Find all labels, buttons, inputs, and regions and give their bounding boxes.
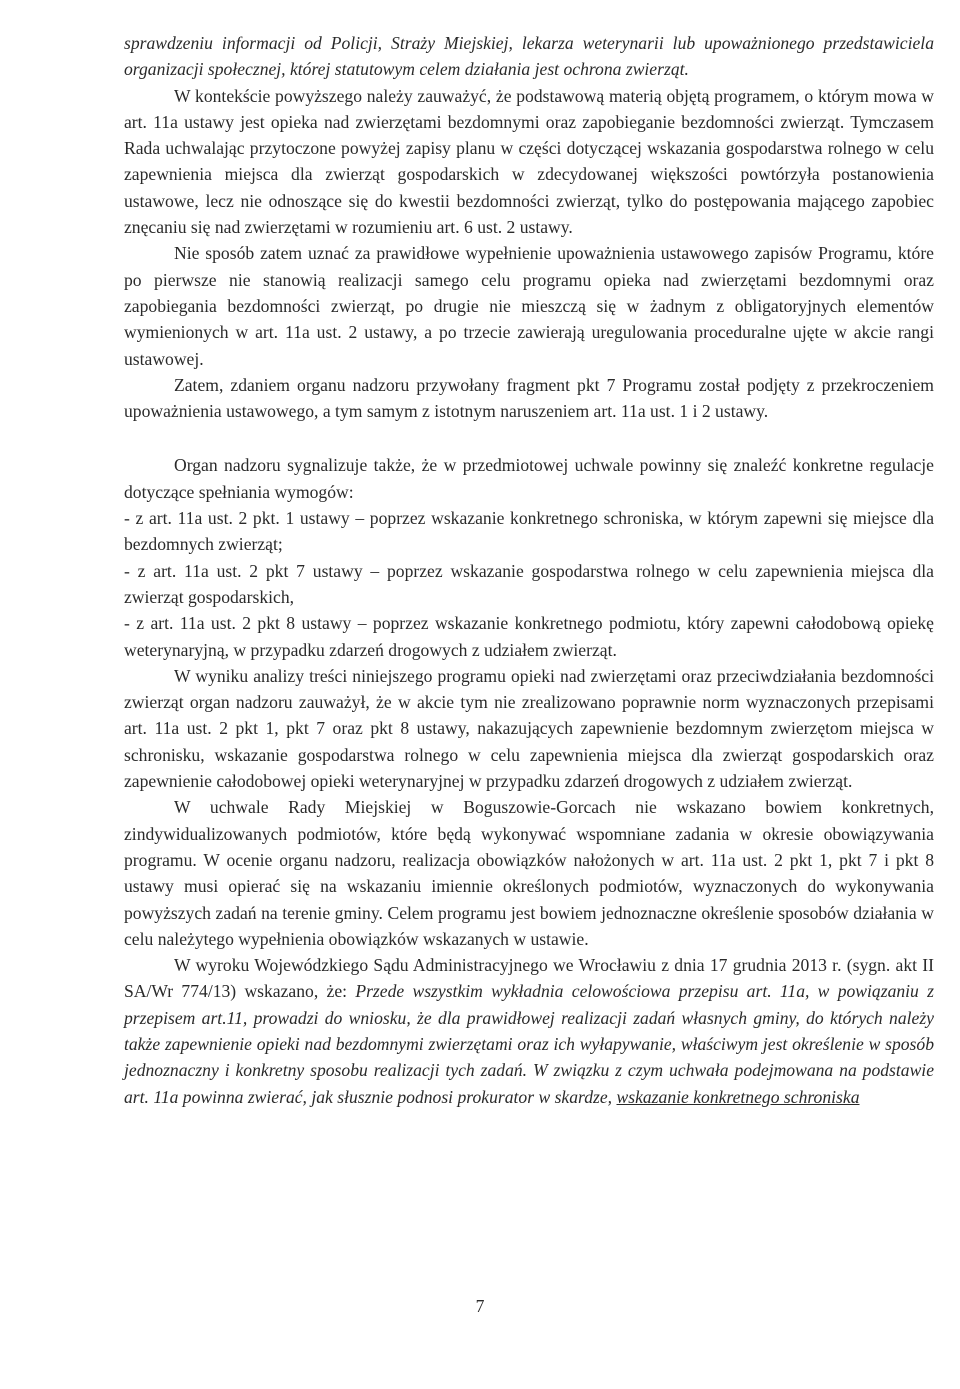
document-body bbox=[124, 30, 934, 1110]
text-span: - z art. 11a ust. 2 pkt. 1 ustawy – poprzez wskazanie konkretnego schroniska, w którym zapewni się miejsce dla bezdomnych zwierząt; bbox=[124, 508, 934, 555]
paragraph bbox=[124, 30, 934, 83]
text-span: W uchwale Rady Miejskiej w Boguszowie-Gorcach nie wskazano bowiem konkretnych, zindywidualizowanych podmiotów, które będą wykonywać wspomniane zadania w okresie obowiązywania programu. W ocenie organu nadzoru, realizacja obowiązków nałożonych w art. 11a ust. 2 pkt 1, pkt 7 i pkt 8 ustawy musi opierać się na wskazaniu imiennie określonych podmiotów, wyznaczonych do wykonywania powyższych zadań na terenie gminy. Celem programu jest bowiem jednoznaczne określenie sposobów działania w celu należytego wypełnienia obowiązków wskazanych w ustawie. bbox=[124, 797, 934, 949]
text-span: W kontekście powyższego należy zauważyć, że podstawową materią objętą programem, o którym mowa w art. 11a ustawy jest opieka nad zwierzętami bezdomnymi oraz zapobieganie bezdomności zwierząt. Tymczasem Rada uchwalając przytoczone powyżej zapisy planu w części dotyczącej wskazania gospodarstwa rolnego w celu zapewnienia miejsca dla zwierząt gospodarskich w zdecydowanej większości powtórzyła postanowienia ustawowe, lecz nie odnoszące się do kwestii bezdomności zwierząt, tylko do postępowania mającego zapobiec znęcaniu się nad zwierzętami w rozumieniu art. 6 ust. 2 ustawy. bbox=[124, 85, 934, 238]
text-span: W wyroku Wojewódzkiego Sądu Administracyjnego we Wrocławiu z dnia 17 grudnia 2013 r. (sygn. akt II SA/Wr 774/13) wskazano, że: bbox=[124, 955, 934, 1002]
page-number: 7 bbox=[475, 1296, 485, 1316]
text-span: - z art. 11a ust. 2 pkt 7 ustawy – poprzez wskazanie gospodarstwa rolnego w celu zapewnienia miejsca dla zwierząt gospodarskich, bbox=[124, 560, 934, 607]
text-span: W wyniku analizy treści niniejszego programu opieki nad zwierzętami oraz przeciwdziałania bezdomności zwierząt organ nadzoru zauważył, że w akcie tym nie zrealizowano poprawnie norm wyznaczonych przepisami art. 11a ust. 2 pkt 1, pkt 7 oraz pkt 8 ustawy, nakazujących zapewnienie bezdomnym zwierzętom miejsca w schronisku, wskazanie gospodarstwa rolnego w celu zapewnienia miejsca dla zwierząt gospodarskich oraz zapewnienie całodobowej opieki weterynaryjnej w przypadku zdarzeń drogowych z udziałem zwierząt. bbox=[124, 665, 934, 792]
paragraph-gap bbox=[124, 424, 934, 452]
text-span: - z art. 11a ust. 2 pkt 8 ustawy – poprzez wskazanie konkretnego podmiotu, który zapewni całodobową opiekę weterynaryjną, w przypadku zdarzeń drogowych z udziałem zwierząt. bbox=[124, 613, 934, 660]
paragraph bbox=[124, 663, 934, 794]
text-span: Nie sposób zatem uznać za prawidłowe wypełnienie upoważnienia ustawowego zapisów Programu, które po pierwsze nie stanowią realizacji samego celu programu opieka nad zwierzętami bezdomnymi oraz zapobiegania bezdomności zwierząt, po drugie nie mieszczą się w żadnym z obligatoryjnych elementów wymienionych w art. 11a ust. 2 ustawy, a po trzecie zawierają uregulowania proceduralne ujęte w akcie rangi ustawowej. bbox=[124, 243, 934, 369]
paragraph bbox=[124, 452, 934, 505]
quoted-text-span: sprawdzeniu informacji od Policji, Straży Miejskiej, lekarza weterynarii lub upoważnionego przedstawiciela organizacji społecznej, której statutowym celem działania jest ochrona zwierząt. bbox=[124, 33, 934, 80]
paragraph bbox=[124, 505, 934, 558]
paragraph bbox=[124, 558, 934, 611]
text-span: Zatem, zdaniem organu nadzoru przywołany fragment pkt 7 Programu został podjęty z przekroczeniem upoważnienia ustawowego, a tym samym z istotnym naruszeniem art. 11a ust. 1 i 2 ustawy. bbox=[124, 374, 934, 422]
paragraph bbox=[124, 372, 934, 425]
paragraph bbox=[124, 240, 934, 371]
paragraph bbox=[124, 952, 934, 1110]
quoted-text-span: Przede wszystkim wykładnia celowościowa przepisu art. 11a, w powiązaniu z przepisem art.11, prowadzi do wniosku, że dla prawidłowej realizacji zadań własnych gminy, do których należy także zapewnienie opieki nad bezdomnymi zwierzętami oraz ich wyłapywanie, właściwym jest określenie w sposób jednoznaczny i konkretny sposobu realizacji tych zadań. W związku z czym uchwała podejmowana na podstawie art. 11a powinna zwierać, jak słusznie podnosi prokurator w skardze, bbox=[124, 981, 934, 1107]
underlined-quoted-text-span: wskazanie konkretnego schroniska bbox=[616, 1086, 860, 1107]
paragraph bbox=[124, 610, 934, 663]
text-span: Organ nadzoru sygnalizuje także, że w przedmiotowej uchwale powinny się znaleźć konkretne regulacje dotyczące spełniania wymogów: bbox=[124, 455, 934, 502]
paragraph bbox=[124, 83, 934, 241]
paragraph bbox=[124, 794, 934, 952]
